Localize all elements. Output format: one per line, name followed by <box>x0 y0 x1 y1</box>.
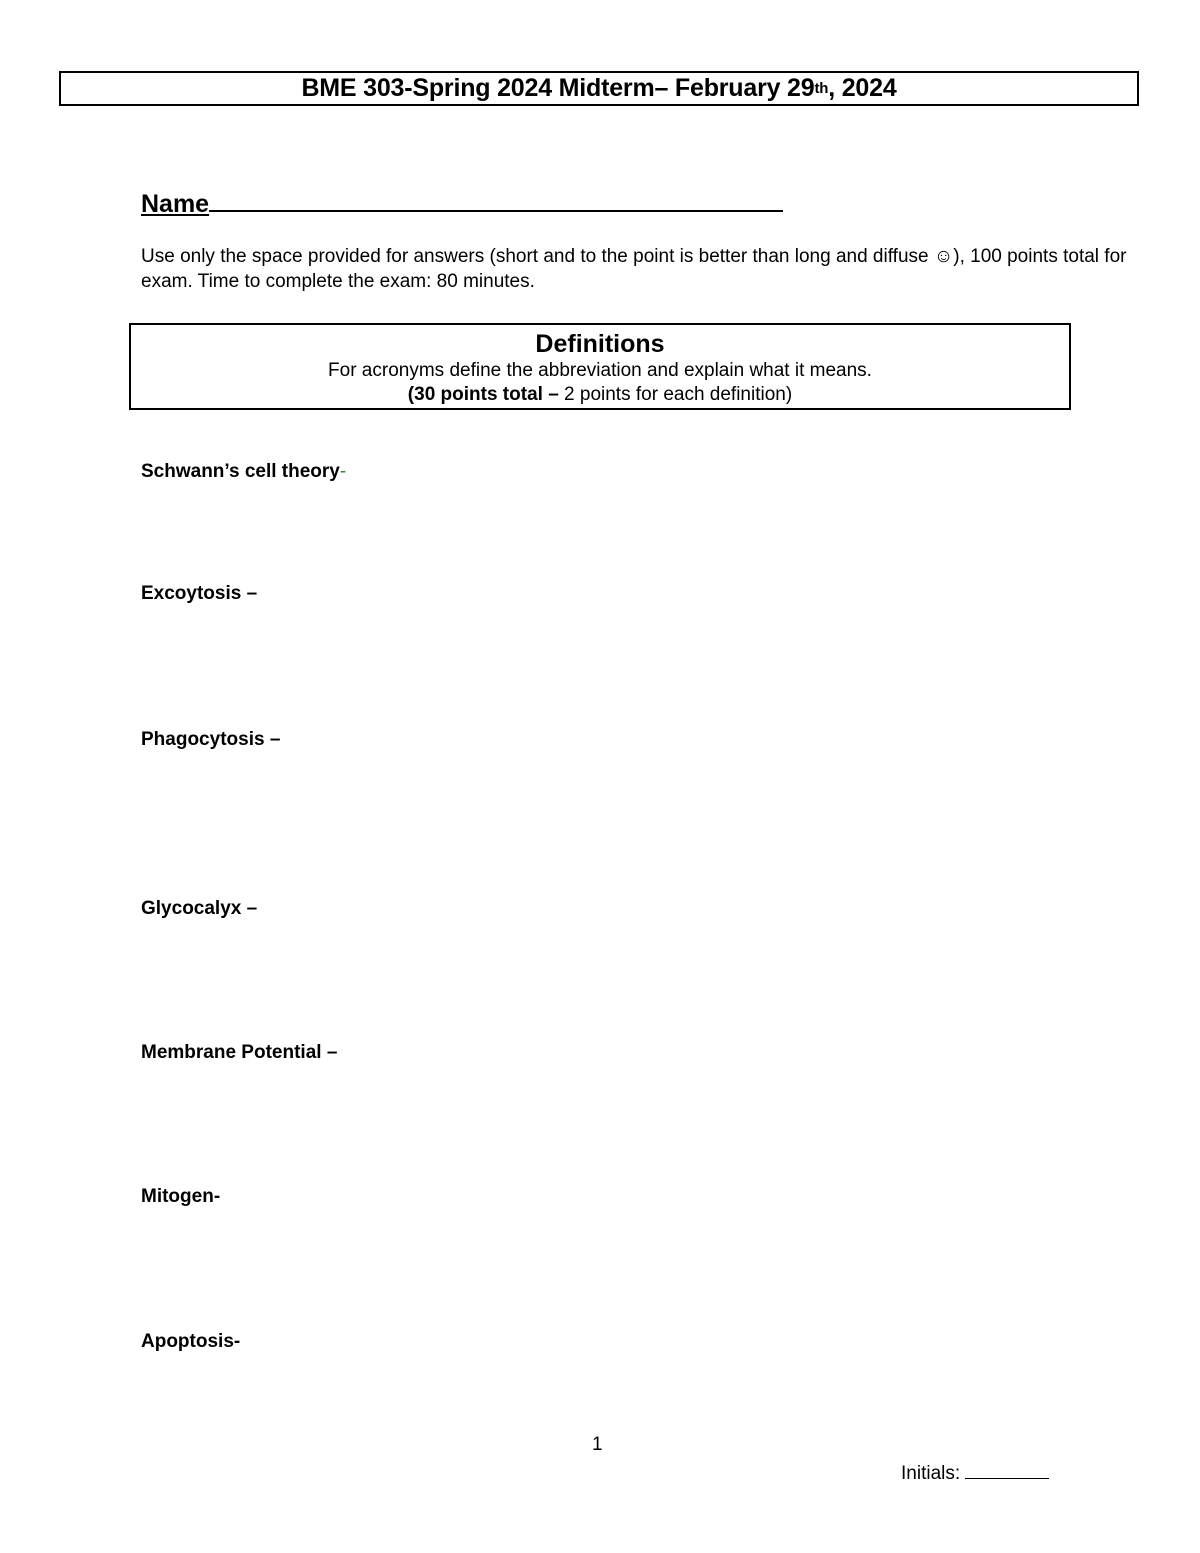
name-label: Name <box>141 190 210 218</box>
definitions-points-rest: 2 points for each definition) <box>558 384 793 405</box>
term-membrane-potential <box>141 1042 337 1064</box>
term-label: Membrane Potential – <box>141 1042 338 1063</box>
term-label: Glycocalyx – <box>141 898 258 919</box>
term-excoytosis <box>141 583 257 605</box>
term-phagocytosis <box>141 729 280 751</box>
term-glycocalyx <box>141 898 257 920</box>
term-label: Apoptosis- <box>141 1331 241 1352</box>
term-label: Phagocytosis – <box>141 729 281 750</box>
name-field <box>141 186 783 219</box>
exam-title-main: BME 303-Spring 2024 Midterm– February 29 <box>301 74 815 102</box>
definitions-subtitle: For acronyms define the abbreviation and explain what it means. <box>328 360 872 381</box>
term-label: Schwann’s cell theory <box>141 461 340 482</box>
definitions-points-bold: (30 points total – <box>407 384 559 405</box>
instructions: Use only the space provided for answers (short and to the point is better than long and diffuse ☺), 100 points total for exam. Time to complete the exam: 80 minutes. <box>141 246 1127 292</box>
exam-title: BME 303-Spring 2024 Midterm– February 29 th , 2024 <box>59 71 1139 106</box>
term-schwann-cell-theory <box>141 461 346 483</box>
definitions-title: Definitions <box>535 330 665 358</box>
term-apoptosis <box>141 1331 240 1353</box>
exam-title-end: , 2024 <box>828 74 897 102</box>
initials-field <box>901 1460 1049 1485</box>
definitions-section-header <box>129 323 1071 410</box>
initials-blank-line[interactable] <box>965 1460 1049 1479</box>
initials-label: Initials: <box>901 1463 966 1484</box>
definitions-points <box>131 383 1069 407</box>
term-suffix-dash: - <box>339 461 347 482</box>
term-label: Mitogen- <box>141 1186 221 1207</box>
name-blank-line[interactable] <box>209 186 783 212</box>
page-number: 1 <box>592 1434 603 1455</box>
term-label: Excoytosis – <box>141 583 258 604</box>
term-mitogen <box>141 1186 220 1208</box>
